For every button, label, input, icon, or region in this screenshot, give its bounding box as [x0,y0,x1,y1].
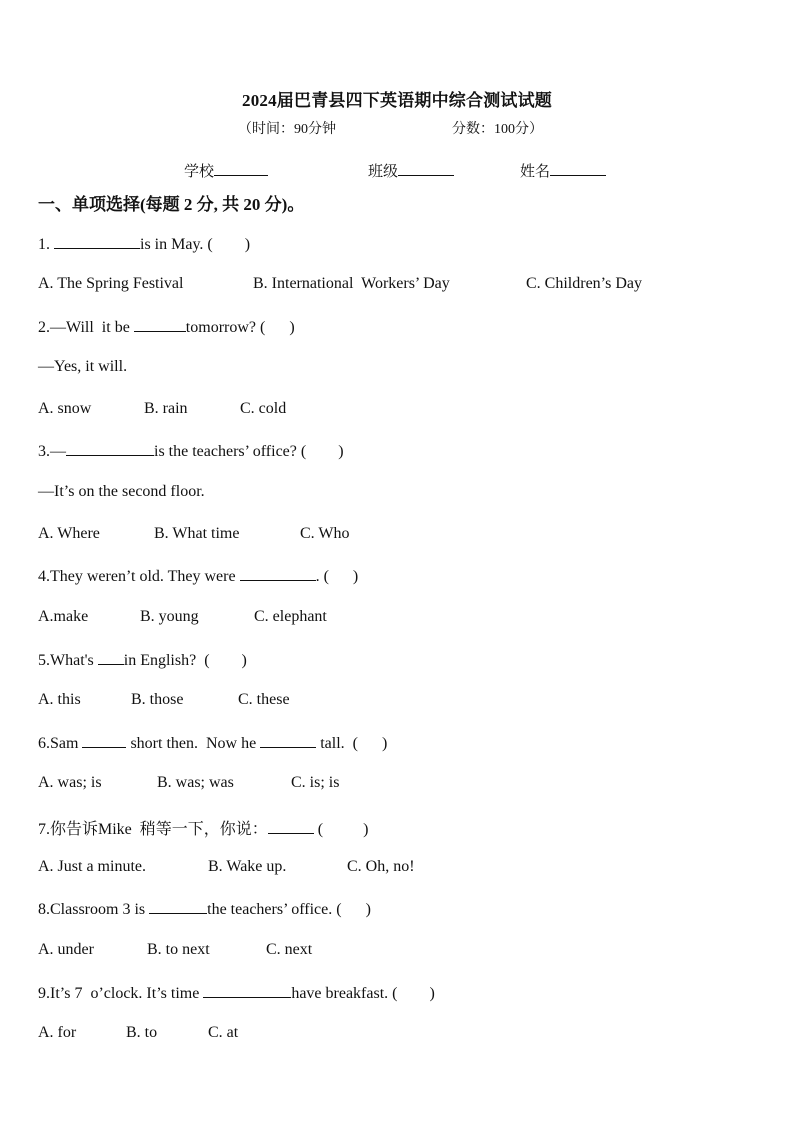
answer-option[interactable]: C. next [266,941,313,958]
question-stem [38,899,371,919]
answer-option[interactable]: C. Who [300,525,350,542]
class-label: 班级 [368,164,399,180]
answer-option[interactable]: A. snow [38,400,92,417]
question-stem [38,650,247,670]
answer-blank[interactable] [66,441,154,456]
answer-blank[interactable] [98,650,124,665]
answer-blank[interactable] [54,234,140,249]
answer-option[interactable]: B. to [126,1024,158,1041]
answer-blank[interactable] [149,899,207,914]
question-stem [38,733,387,753]
question-stem [38,566,358,586]
answer-blank[interactable] [203,983,291,998]
answer-blank[interactable] [268,819,314,834]
question-stem [38,983,435,1003]
answer-option[interactable]: C. these [238,691,290,708]
question-text: 3.— [38,443,66,460]
answer-option[interactable]: B. rain [144,400,188,417]
question-text: have breakfast. ( ) [291,985,435,1002]
answer-option[interactable]: A. was; is [38,774,102,791]
question-text: 1. [38,236,54,253]
answer-option[interactable]: B. What time [154,525,240,542]
exam-score: 分数：100分） [452,122,543,137]
question-text: 5.What's [38,652,98,669]
answer-option[interactable]: A. under [38,941,94,958]
school-field [184,160,268,181]
question-text: 9.It’s 7 o’clock. It’s time [38,985,204,1002]
answer-option[interactable]: A. for [38,1024,77,1041]
page-title: 2024届巴青县四下英语期中综合测试试题 [242,91,552,110]
question-text: ( ) [313,821,369,838]
answer-option[interactable]: B. was; was [157,774,234,791]
answer-option[interactable]: B. International Workers’ Day [253,275,450,292]
name-field [520,160,606,181]
question-text: tall. ( ) [316,735,388,752]
question-text: is the teachers’ office? ( ) [154,443,344,460]
answer-blank[interactable] [260,733,316,748]
question-text: short then. Now he [126,735,261,752]
question-stem [38,317,295,337]
question-text: 7.你告诉Mike 稍等一下，你说： [38,821,268,838]
question-text: the teachers’ office. ( ) [207,901,371,918]
answer-blank[interactable] [240,566,316,581]
class-field [368,160,454,181]
question-stem [38,816,368,839]
question-text: . ( ) [315,568,359,585]
answer-option[interactable]: A. Just a minute. [38,858,146,875]
question-stem [38,234,250,254]
question-text: tomorrow? ( ) [185,319,295,336]
answer-option[interactable]: B. those [131,691,184,708]
class-blank[interactable] [398,161,454,176]
answer-option[interactable]: C. Oh, no! [347,858,415,875]
answer-option[interactable]: C. Children’s Day [526,275,642,292]
answer-option[interactable]: C. cold [240,400,287,417]
answer-option[interactable]: A. this [38,691,81,708]
dialogue-line: —Yes, it will. [38,358,128,375]
answer-option[interactable]: A.make [38,608,89,625]
answer-option[interactable]: B. to next [147,941,210,958]
school-label: 学校 [184,164,215,180]
question-text: is in May. ( ) [140,236,251,253]
section-heading: 一、单项选择(每题 2 分, 共 20 分)。 [38,195,305,214]
question-text: in English? ( ) [123,652,247,669]
exam-time: （时间：90分钟 [238,122,336,137]
question-text: 8.Classroom 3 is [38,901,150,918]
answer-option[interactable]: A. The Spring Festival [38,275,184,292]
name-blank[interactable] [550,161,606,176]
school-blank[interactable] [214,161,268,176]
answer-blank[interactable] [134,317,186,332]
answer-option[interactable]: B. Wake up. [208,858,287,875]
answer-option[interactable]: C. at [208,1024,239,1041]
question-text: 6.Sam [38,735,83,752]
answer-option[interactable]: B. young [140,608,199,625]
question-text: 2.—Will it be [38,319,134,336]
answer-blank[interactable] [82,733,126,748]
dialogue-line: —It’s on the second floor. [38,483,205,500]
answer-option[interactable]: C. elephant [254,608,327,625]
answer-option[interactable]: C. is; is [291,774,340,791]
question-stem [38,441,344,461]
answer-option[interactable]: A. Where [38,525,100,542]
name-label: 姓名 [520,164,551,180]
question-text: 4.They weren’t old. They were [38,568,240,585]
